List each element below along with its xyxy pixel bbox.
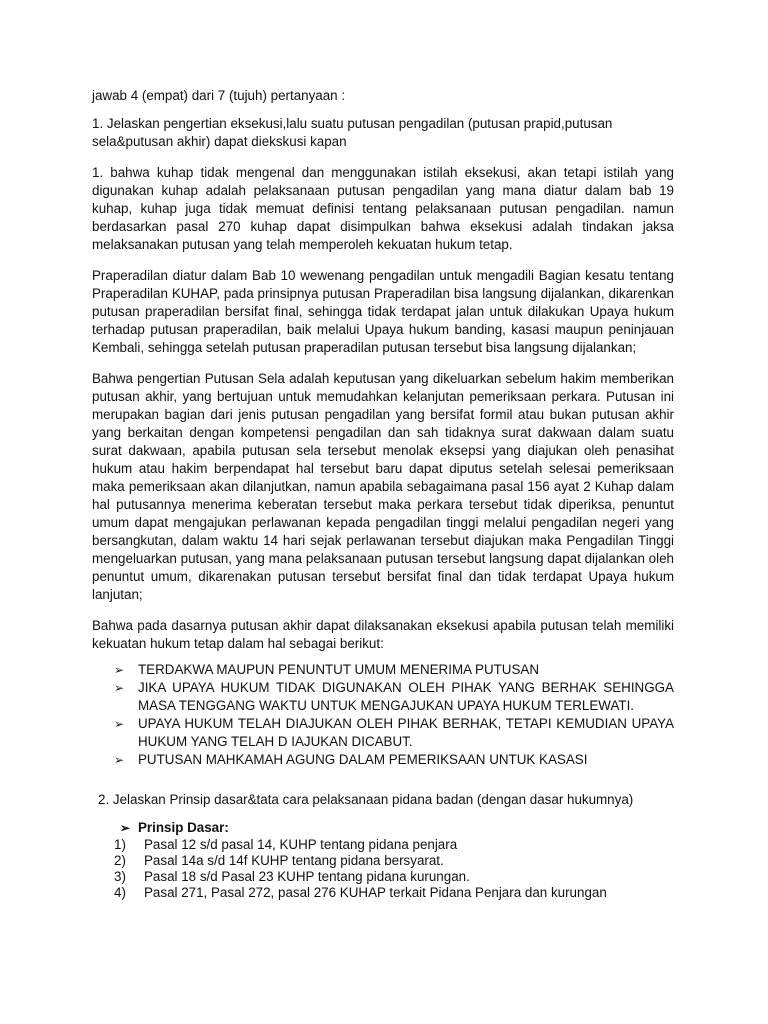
- arrow-bullet-icon: ➢: [120, 821, 131, 835]
- legal-ref-text: Pasal 14a s/d 14f KUHP tentang pidana bersyarat.: [144, 853, 444, 868]
- answer-paragraph-1: 1. bahwa kuhap tidak mengenal dan menggunakan istilah eksekusi, akan tetapi istilah yang digunakan kuhap adalah pelaksanaan putusan pengadilan yang mana diatur dalam bab 19 kuhap, kuhap juga tidak memuat definisi tentang pelaksanaan putusan pengadilan. namun berdasarkan pasal 270 kuhap dapat disimpulkan bahwa eksekusi adalah tindakan jaksa melaksanakan putusan yang telah memperoleh kekuatan hukum tetap.: [92, 165, 674, 252]
- list-item: [92, 715, 674, 751]
- legal-ref-item: [114, 853, 674, 869]
- conditions-list: [92, 661, 674, 769]
- question-1: 1. Jelaskan pengertian eksekusi,lalu suatu putusan pengadilan (putusan prapid,putusan sela&putusan akhir) dapat diekskusi kapan: [92, 116, 613, 149]
- section-title-text: Prinsip Dasar:: [138, 820, 229, 835]
- legal-ref-item: [114, 885, 674, 901]
- legal-ref-text: Pasal 18 s/d Pasal 23 KUHP tentang pidana kurungan.: [144, 869, 470, 884]
- item-number: 3): [114, 869, 126, 884]
- item-number: 4): [114, 885, 126, 900]
- arrow-bullet-icon: ➢: [114, 753, 125, 767]
- putusan-sela-paragraph: Bahwa pengertian Putusan Sela adalah keputusan yang dikeluarkan sebelum hakim memberikan putusan akhir, yang bertujuan untuk memudahkan kelanjutan pemeriksaan perkara. Putusan ini merupakan bagian dari jenis putusan pengadilan yang bersifat formil atau bukan putusan akhir yang berkaitan dengan kompetensi pengadilan dan sah tidaknya surat dakwaan dalam suatu surat dakwaan, apabila putusan sela tersebut menolak eksepsi yang diajukan oleh penasihat hukum atau hakim berpendapat hal tersebut baru dapat diputus setelah selesai pemeriksaan maka pemeriksaan akan dilanjutkan, namun apabila sebagaimana pasal 156 ayat 2 Kuhap dalam hal putusannya menerima keberatan tersebut maka perkara tersebut tidak diperiksa, penuntut umum dapat mengajukan perlawanan kepada pengadilan tinggi melalui pengadilan negeri yang bersangkutan, dalam waktu 14 hari sejak perlawanan tersebut diajukan maka Pengadilan Tinggi mengeluarkan putusan, yang mana pelaksanaan putusan tersebut langsung dapat dijalankan oleh penuntut umum, dikarenakan putusan tersebut bersifat final dan tidak terdapat Upaya hukum lanjutan;: [92, 371, 674, 602]
- list-item: [92, 679, 674, 715]
- question-2: 2. Jelaskan Prinsip dasar&tata cara pelaksanaan pidana badan (dengan dasar hukumnya): [98, 792, 634, 807]
- list-item-text: PUTUSAN MAHKAMAH AGUNG DALAM PEMERIKSAAN UNTUK KASASI: [138, 752, 588, 767]
- putusan-akhir-paragraph: Bahwa pada dasarnya putusan akhir dapat dilaksanakan eksekusi apabila putusan telah memiliki kekuatan hukum tetap dalam hal sebagai berikut:: [92, 618, 674, 651]
- legal-basis-list: [114, 837, 674, 901]
- praperadilan-paragraph: Praperadilan diatur dalam Bab 10 wewenang pengadilan untuk mengadili Bagian kesatu tentang Praperadilan KUHAP, pada prinsipnya putusan Praperadilan bisa langsung dijalankan, dikarenkan putusan praperadilan bersifat final, sehingga tidak terdapat jalan untuk dilakukan Upaya hukum terhadap putusan praperadilan, baik melalui Upaya hukum banding, kasasi maupun peninjauan Kembali, sehingga setelah putusan praperadilan putusan tersebut bisa langsung dijalankan;: [92, 268, 674, 355]
- item-number: 2): [114, 853, 126, 868]
- item-number: 1): [114, 837, 126, 852]
- list-item: [92, 751, 674, 769]
- legal-ref-item: [114, 869, 674, 885]
- intro-text: jawab 4 (empat) dari 7 (tujuh) pertanyaan :: [92, 88, 346, 103]
- legal-ref-text: Pasal 271, Pasal 272, pasal 276 KUHAP terkait Pidana Penjara dan kurungan: [144, 885, 607, 900]
- prinsip-dasar-section: [114, 819, 674, 901]
- document-body: [92, 87, 674, 901]
- arrow-bullet-icon: ➢: [114, 681, 125, 695]
- list-item-text: UPAYA HUKUM TELAH DIAJUKAN OLEH PIHAK BERHAK, TETAPI KEMUDIAN UPAYA HUKUM YANG TELAH D IAJUKAN DICABUT.: [138, 716, 674, 749]
- section-title: [120, 819, 674, 837]
- legal-ref-text: Pasal 12 s/d pasal 14, KUHP tentang pidana penjara: [144, 837, 458, 852]
- arrow-bullet-icon: ➢: [114, 717, 125, 731]
- list-item-text: JIKA UPAYA HUKUM TIDAK DIGUNAKAN OLEH PIHAK YANG BERHAK SEHINGGA MASA TENGGANG WAKTU UNTUK MENGAJUKAN UPAYA HUKUM TERLEWATI.: [138, 680, 674, 713]
- arrow-bullet-icon: ➢: [114, 663, 125, 677]
- list-item: [92, 661, 674, 679]
- list-item-text: TERDAKWA MAUPUN PENUNTUT UMUM MENERIMA PUTUSAN: [138, 662, 539, 677]
- legal-ref-item: [114, 837, 674, 853]
